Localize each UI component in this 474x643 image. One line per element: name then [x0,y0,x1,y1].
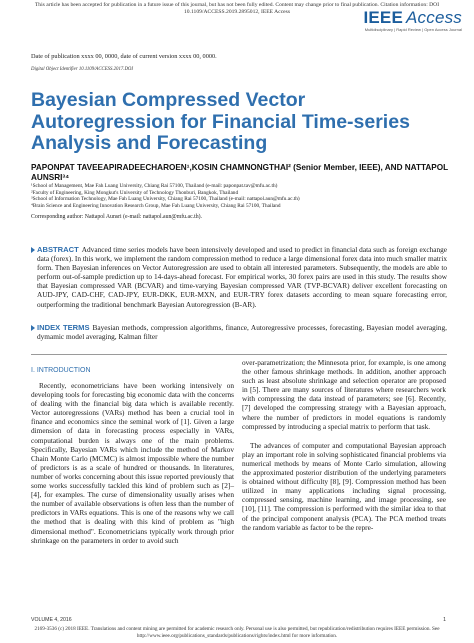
index-terms-text: Bayesian methods, compression algorithms, finance, Autoregressive processes, forecasting, Bayesian model averaging, dymamic model averaging, Kalman filter [37,323,447,342]
introduction-heading: I. INTRODUCTION [31,367,91,374]
publication-dates: Date of publication xxxx 00, 0000, date of current version xxxx 00, 0000. [31,53,217,60]
abstract [31,245,447,309]
abstract-text: Advanced time series models have been intensively developed and used to predict in financial data such as foreign exchange data (forex). In this work, we implement the random compression method to reduce a large dimensional forex data into much smaller matrix form. Then Bayesian inferences on Vector Autoregression are used to obtain all interested parameters. Subsequently, the models are able to perform out-of-sample prediction up to 14-days-ahead forecast. For empirical works, 30 forex pairs are used in this study. The results show that Bayesian compressed VAR (BCVAR) and time-varying Bayesian compressed VAR (TVP-BCVAR) deliver excellent forecasting on AUD-JPY, CAD-CHF, CAD-JPY, EUR-DKK, EUR-MXN, and EUR-TRY forex datasets according to mean square forecasting error, outperforming the traditional benchmark Bayesian Autoregression (B-AR). [37,245,447,309]
right-column [242,358,446,542]
left-column-text: Recently, econometricians have been working intensively on developing tools for forecasting big economic data with the concerns of dealing with the financial big data which is available recently. Vector autoregressions (VARs) method has been a crucial tool in finance and economics since the seminal work of [1]. Given a large dimension of data in forecasting process especially in VARs, computational burden is always one of the main problems. Specifically, Bayesian VARs which include the method of Markov Chain Monte Carlo (MCMC) is almost impossible where the number of predictors is as a scale of hundred or thousands. In literatures, number of works concerning about this issue reported previously that some works successfully tackled this kind of problem such as [2]–[4], for examples. The curse of dimensionality usually arises when the number of available observations is often less than the number of predictors in VARs equations. This is one of the reasons why we call the method that is dealing with this kind of problem as "high dimensional method". Econometricians typically work through prior shrinkage on the parameters in order to avoid such [31,381,234,545]
logo-tagline: Multidisciplinary | Rapid Review | Open Access Journal [364,27,462,32]
journal-logo [363,9,462,32]
abstract-heading: ABSTRACT [37,245,79,254]
affiliation-1: ¹School of Management, Mae Fah Luang University, Chiang Rai 57100, Thailand (e-mail: paponpat.tav@mfu.ac.th) [31,183,278,189]
section-divider [31,354,447,355]
license-line-1: 2169-3536 (c) 2018 IEEE. Translations and content mining are permitted for academic research only. Personal use is also permitted, but republication/redistribution requires IEEE permission. See [34,626,440,632]
index-terms [31,323,447,341]
doi-line: Digital Object Identifier 10.1109/ACCESS.2017.DOI [31,67,133,72]
logo-ieee: IEEE [363,8,403,27]
right-column-paragraph-1: over-parametrization; the Minnesota prior, for example, is one among the other famous shrinkage methods. In addition, another approach such as least absolute shrinkage and selection operator are proposed in [5]. There are many sources of literatures where researchers work with compressing the data instead of parameters; see [6]. Recently, [7] developed the compressing strategy with a Bayesian approach, where the number of predictors in model equations is randomly compressed by introducing a special matrix to perform that task. [242,358,446,431]
notice-line-2: 10.1109/ACCESS.2019.2895012, IEEE Access [183,9,291,15]
affiliation-4: ⁴Brain Science and Engineering Innovation Research Group, Mae Fah Luang University, Chiang Rai 57100, Thailand [31,202,281,209]
author-list: PAPONPAT TAVEEAPIRADEECHAROEN¹,KOSIN CHAMNONGTHAI² (Senior Member, IEEE), AND NATTAPOL AUNSRI³⁴ [31,163,448,182]
license-notice [0,626,474,640]
corresponding-author: Corresponding author: Nattapol Aunsri (e-mail: nattapol.aun@mfu.ac.th). [31,214,202,220]
footer-volume: VOLUME 4, 2016 [31,617,72,623]
notice-line-1: This article has been accepted for publication in a future issue of this journal, but has not been fully edited. Content may change prior to final publication. Citation information: DOI [34,2,440,8]
affiliations [31,183,451,209]
right-column-paragraph-2: The advances of computer and computational Bayesian approach play an important role in solving sophisticated financial problems via numerical methods by means of Monte Carlo simulation, allowing the approximated posterior distribution of the underlying parameters is obtained without difficulty [8], [9]. Compression method has been utilized in many applications including signal processing, compressed sensing, machine learning, and image processing, see [10], [11]. The compression is performed with the similar idea to that of the principal component analysis (PCA). The PCA method treats the random variable as factor to be the repre- [242,440,446,532]
affiliation-3: ³School of Information Technology, Mae Fah Luang University, Chiang Rai 57100, Thailand (e-mail: nattapol.aun@mfu.ac.th) [31,196,300,203]
license-line-2: http://www.ieee.org/publications_standards/publications/rights/index.html for more information. [136,632,338,639]
index-terms-heading: INDEX TERMS [37,323,90,332]
logo-access: Access [406,8,462,27]
page-number: 1 [443,617,446,623]
paper-title: Bayesian Compressed Vector Autoregression for Financial Time-series Analysis and Forecasting [31,89,410,154]
affiliation-2: ²Faculty of Engineering, King Mongkut's University of Technology Thonburi, Bangkok, Thailand [31,189,239,196]
